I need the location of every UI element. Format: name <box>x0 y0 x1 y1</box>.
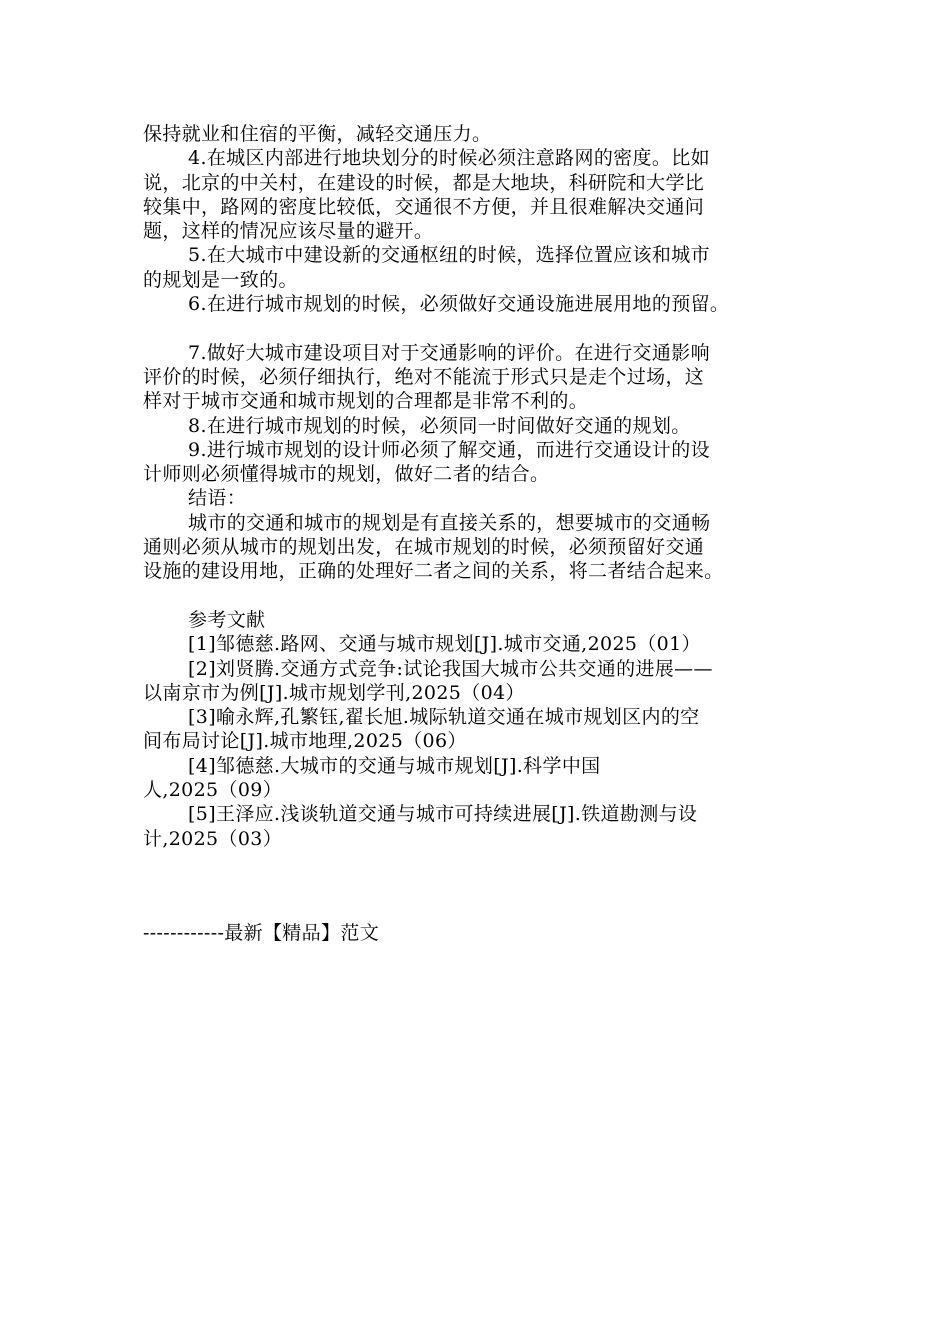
paragraph-line: 题，这样的情况应该尽量的避开。 <box>143 220 434 243</box>
paragraph-line: 6.在进行城市规划的时候，必须做好交通设施进展用地的预留。 <box>188 293 730 316</box>
paragraph-line: 样对于城市交通和城市规划的合理都是非常不利的。 <box>143 390 589 413</box>
paragraph-line: 城市的交通和城市的规划是有直接关系的，想要城市的交通畅 <box>188 511 711 534</box>
paragraph-line: 的规划是一致的。 <box>143 268 298 291</box>
paragraph-line: 9.进行城市规划的设计师必须了解交通，而进行交通设计的设 <box>188 438 710 461</box>
paragraph-line: 5.在大城市中建设新的交通枢纽的时候，选择位置应该和城市 <box>188 244 710 267</box>
references-heading: 参考文献 <box>188 608 266 631</box>
blank-line <box>143 316 808 340</box>
paragraph-line: 7.做好大城市建设项目对于交通影响的评价。在进行交通影响 <box>188 341 710 364</box>
reference-entry-continued: 以南京市为例[J].城市规划学刊,2025（04） <box>143 681 525 704</box>
paragraph-line: 评价的时候，必须仔细执行，绝对不能流于形式只是走个过场，这 <box>143 365 705 388</box>
reference-entry-continued: 计,2025（03） <box>143 827 283 850</box>
reference-entry: [1]邹德慈.路网、交通与城市规划[J].城市交通,2025（01） <box>188 633 701 656</box>
blank-line <box>143 584 808 608</box>
paragraph-line: 4.在城区内部进行地块划分的时候必须注意路网的密度。比如 <box>188 147 710 170</box>
paragraph-line: 说，北京的中关村，在建设的时候，都是大地块，科研院和大学比 <box>143 171 705 194</box>
paragraph-line: 保持就业和住宿的平衡，减轻交通压力。 <box>143 123 492 145</box>
paragraph-line: 通则必须从城市的规划出发，在城市规划的时候，必须预留好交通 <box>143 536 705 559</box>
paragraph-line: 8.在进行城市规划的时候，必须同一时间做好交通的规划。 <box>188 414 691 437</box>
document-body <box>143 122 808 851</box>
reference-entry: [4]邹德慈.大城市的交通与城市规划[J].科学中国 <box>188 754 601 777</box>
reference-entry-continued: 间布局讨论[J].城市地理,2025（06） <box>143 730 467 753</box>
conclusion-heading: 结语： <box>188 487 247 510</box>
paragraph-line: 计师则必须懂得城市的规划，做好二者的结合。 <box>143 463 550 486</box>
reference-entry-continued: 人,2025（09） <box>143 779 283 802</box>
reference-entry: [5]王泽应.浅谈轨道交通与城市可持续进展[J].铁道勘测与设 <box>188 803 698 826</box>
paragraph-line: 设施的建设用地，正确的处理好二者之间的关系，将二者结合起来。 <box>143 560 724 583</box>
reference-entry: [3]喻永辉,孔繁钰,翟长旭.城际轨道交通在城市规划区内的空 <box>188 706 700 729</box>
footer-text: ------------最新【精品】范文 <box>143 922 380 944</box>
paragraph-line: 较集中，路网的密度比较低，交通很不方便，并且很难解决交通问 <box>143 195 705 218</box>
reference-entry: [2]刘贤腾.交通方式竞争:试论我国大城市公共交通的进展—— <box>188 657 713 680</box>
